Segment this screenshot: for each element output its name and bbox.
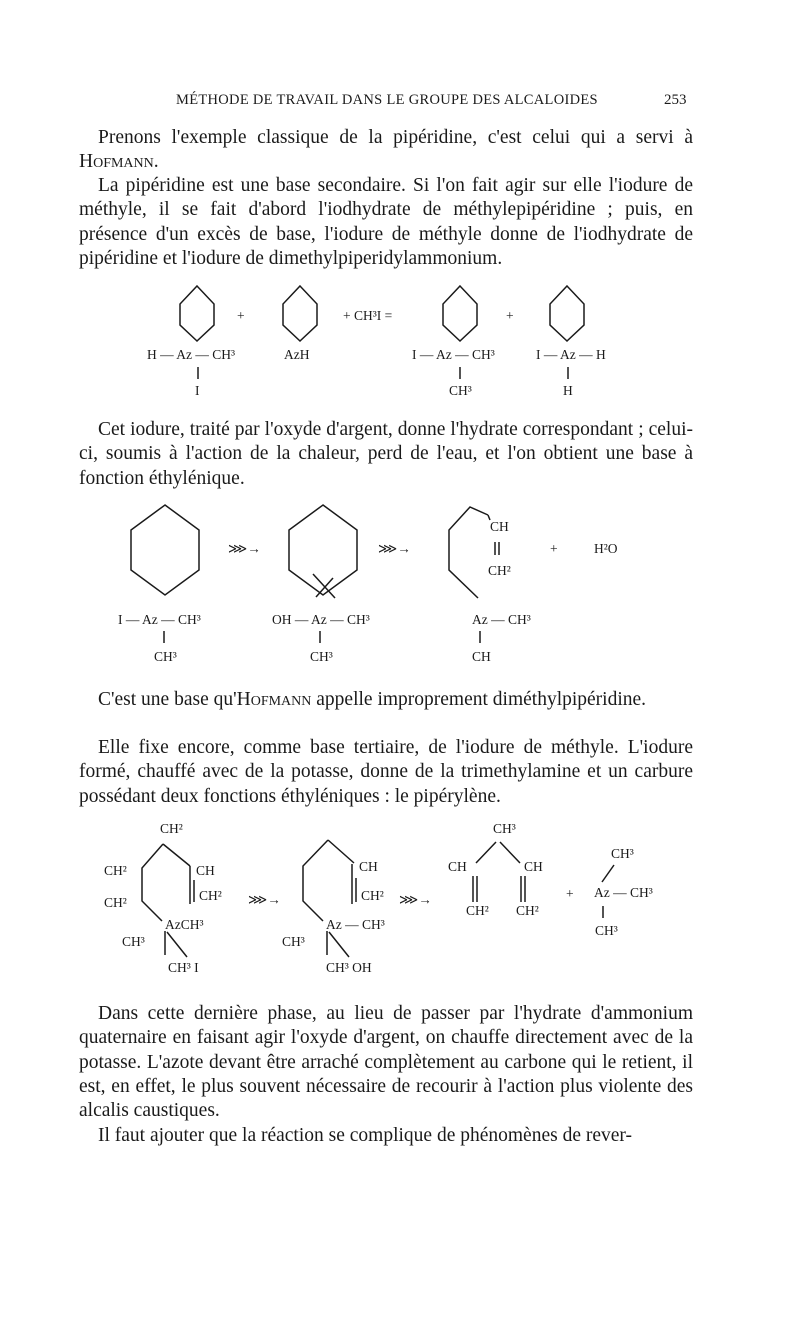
open-chain-base: [449, 507, 490, 598]
water-label: H²O: [594, 541, 618, 556]
reaction-arrow: ⋙→: [248, 892, 281, 907]
molecule-1-methyl: CH³: [154, 649, 177, 664]
open-chain-ch: CH: [490, 519, 509, 534]
molecule-1-nitrogen-line: I — Az — CH³: [118, 612, 201, 627]
piperidine-ring-2: [283, 286, 317, 341]
molecule-2-nitrogen-line: OH — Az — CH³: [272, 612, 370, 627]
m3-left-ch: CH: [448, 859, 467, 874]
paragraph-7: Il faut ajouter que la réaction se complique de phénomènes de rever-: [98, 1125, 633, 1146]
m2-nitrogen: Az — CH³: [326, 917, 385, 932]
m1-ch3: CH³: [122, 934, 145, 949]
molecule-2-methyl: CH³: [310, 649, 333, 664]
reaction-scheme-2: [0, 500, 800, 670]
m2-right-ch2: CH²: [361, 888, 384, 903]
m1-substituents: CH³ I: [168, 960, 199, 975]
paragraph-4: C'est une base qu'Hofmann appelle improprement diméthylpipéridine.: [98, 689, 647, 710]
molecule-3-nitrogen-line: Az — CH³: [472, 612, 531, 627]
m2-right-ch: CH: [359, 859, 378, 874]
m3-right-ch: CH: [524, 859, 543, 874]
reaction-scheme-3: [0, 818, 800, 988]
m1-left-ch2-a: CH²: [104, 863, 127, 878]
ring-hydroxide: [289, 505, 357, 598]
author-name: Hofmann: [79, 151, 154, 173]
paragraph-6: Dans cette dernière phase, au lieu de passer par l'hydrate d'ammonium quaternaire en faisant agir l'oxyde d'argent, on chauffe directement avec de la potasse. L'azote devant être arraché complètement au carbone qui le retient, il est, en effet, le plus souvent nécessaire de recourir à l'action plus violente des alcalis caustiques.: [79, 1003, 693, 1122]
page-number: 253: [664, 92, 687, 108]
running-header: MÉTHODE DE TRAVAIL DANS LE GROUPE DES ALCALOIDES: [176, 92, 598, 108]
author-name: Hofmann: [236, 689, 312, 710]
tma-nitrogen-line: Az — CH³: [594, 885, 653, 900]
m2-substituents: CH³ OH: [326, 960, 372, 975]
plus-sign: +: [237, 308, 245, 323]
ring-iodide: [131, 505, 199, 595]
m1-left-ch2-b: CH²: [104, 895, 127, 910]
piperidine-ring-1: [180, 286, 214, 341]
open-chain-ch2: CH²: [488, 563, 511, 578]
plus-sign: +: [550, 541, 558, 556]
molecule-4-nitrogen-line: I — Az — H: [536, 347, 606, 362]
molecule-3-methyl: CH³: [449, 383, 472, 398]
molecule-3-nitrogen-line: I — Az — CH³: [412, 347, 495, 362]
piperidine-ring-3: [443, 286, 477, 341]
tma-top-ch3: CH³: [611, 846, 634, 861]
molecule-4-hydrogen: H: [563, 383, 573, 398]
m3-bottom-right-ch2: CH²: [516, 903, 539, 918]
paragraph-1: Prenons l'exemple classique de la pipéridine, c'est celui qui a servi à Hofmann.: [79, 127, 693, 173]
m3-top-ch3: CH³: [493, 821, 516, 836]
molecule-1-nitrogen-line: H — Az — CH³: [147, 347, 236, 362]
molecule-2-nitrogen-line: AzH: [284, 347, 310, 362]
m1-top-ch2: CH²: [160, 821, 183, 836]
reaction-scheme-1: [0, 283, 800, 403]
paragraph-5: Elle fixe encore, comme base tertiaire, de l'iodure de méthyle. L'iodure formé, chauffé avec de la potasse, donne de la trimethylamine et un carbure possédant deux fonctions éthyléniques : le pipérylène.: [79, 737, 693, 807]
m1-right-ch: CH: [196, 863, 215, 878]
molecule-1-iodide: I: [195, 383, 200, 398]
reaction-arrow: ⋙→: [399, 892, 432, 907]
paragraph-3: Cet iodure, traité par l'oxyde d'argent, donne l'hydrate correspondant ; celui-ci, soumis à l'action de la chaleur, perd de l'eau, et l'on obtient une base à fonction éthylénique.: [79, 419, 693, 489]
m2-ch3: CH³: [282, 934, 305, 949]
paragraph-2: La pipéridine est une base secondaire. Si l'on fait agir sur elle l'iodure de méthyle, il se fait d'abord l'iodhydrate de méthylepipéridine ; puis, en présence d'un excès de base, l'iodure de méthyle donne de l'iodhydrate de pipéridine et l'iodure de dimethylpiperidylammonium.: [79, 175, 693, 269]
m1-right-ch2: CH²: [199, 888, 222, 903]
tma-bottom-ch3: CH³: [595, 923, 618, 938]
m3-bottom-left-ch2: CH²: [466, 903, 489, 918]
m1-nitrogen: AzCH³: [165, 917, 204, 932]
reaction-arrow: ⋙→: [228, 541, 261, 556]
reaction-arrow: ⋙→: [378, 541, 411, 556]
molecule-3-bottom: CH: [472, 649, 491, 664]
piperidine-ring-4: [550, 286, 584, 341]
plus-sign: +: [506, 308, 514, 323]
reagent-label: + CH³I =: [343, 308, 393, 323]
plus-sign: +: [566, 886, 574, 901]
